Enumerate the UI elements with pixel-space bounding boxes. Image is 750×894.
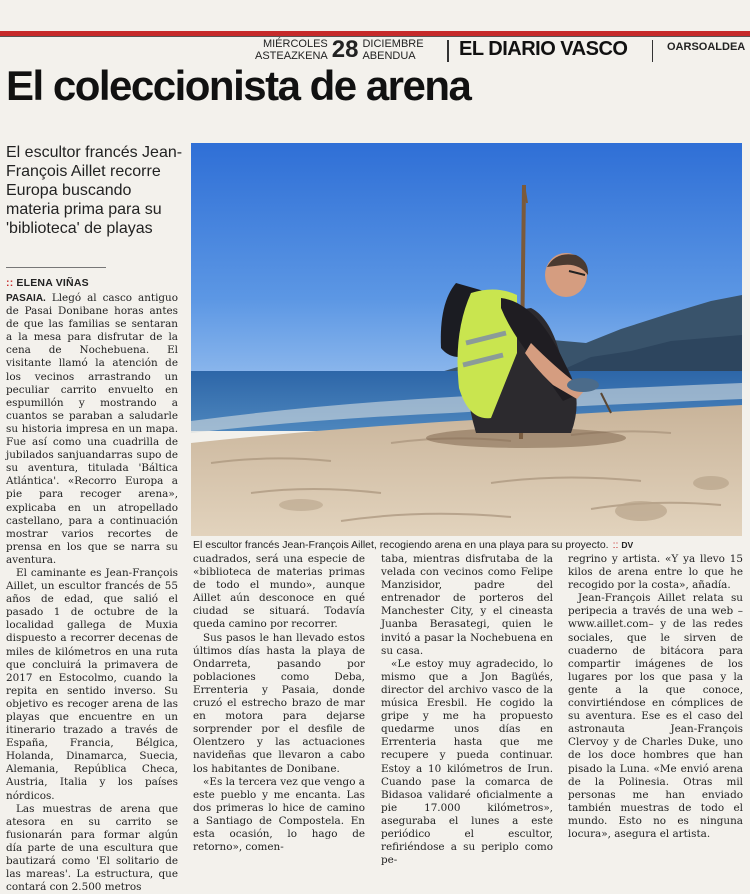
caption-text: El escultor francés Jean-François Aillet, recogiendo arena en una playa para su proyecto. bbox=[193, 539, 609, 551]
month-eu: ABENDUA bbox=[362, 50, 416, 62]
subtitle-rule bbox=[6, 267, 106, 268]
weekday-eu: ASTEAZKENA bbox=[255, 50, 328, 62]
photo-caption bbox=[193, 539, 745, 551]
article-column-4 bbox=[568, 553, 743, 840]
section-name: OARSOALDEA bbox=[667, 41, 746, 53]
paragraph-text: Llegó al casco antiguo de Pasai Donibane horas antes de que las familias se sentaran a la mesa para disfrutar de la cena de Nochebuena. El visitante llamó la atención de los vecinos arrastrando un peculiar carrito envuelto en espumillón y mostrando a cuantos se paraban a saludarle su historia impresa en un mapa. Fue así como una cuadrilla de jubilados sanjuandarras supo de su aventura, titulada 'Báltica Atlántica'. «Recorro Europa a pie para recoger arena», explicaba en un atropellado castellano, para a continuación mostrar varios recortes de prensa en los que se narra su aventura. bbox=[6, 292, 178, 566]
article-subtitle: El escultor francés Jean-François Aillet recorre Europa buscando materia prima para su 'biblioteca' de playas bbox=[6, 144, 183, 237]
article-column-3 bbox=[381, 553, 553, 867]
article-paragraph: regrino y artista. «Y ya llevo 15 kilos de arena entre lo que he recogido por la costa», añadía. bbox=[568, 553, 743, 592]
article-paragraph: Jean-François Aillet relata su peripecia a través de una web –www.aillet.com– y de las redes sociales, que le sirven de cuaderno de bitácora para compartir imágenes de los lugares por los que pasa y la gente a la que conoce, convirtiéndose en cómplices de su aventura. Ese es el caso del astronauta Jean-François Clervoy y de Charles Duke, uno de los doce hombres que han pisado la Luna. «Me envió arena de la Polinesia. Otras mil personas me han enviado también muestras de todo el mundo. Esto no es ninguna locura», asegura el artista. bbox=[568, 592, 743, 840]
article-paragraph: Las muestras de arena que atesora en su carrito se fusionarán para formar algún día parte de una escultura que bautizará como 'El solitario de las mareas'. La estructura, que contará con 2.500 metros bbox=[6, 802, 178, 894]
article-paragraph: cuadrados, será una especie de «biblioteca de materias primas de todo el mundo», aunque Aillet aún desconoce en qué ciudad se situará. Todavía queda camino por recorrer. bbox=[193, 553, 365, 631]
byline bbox=[6, 277, 89, 289]
weekday-es: MIÉRCOLES bbox=[262, 38, 328, 50]
byline-author: ELENA VIÑAS bbox=[16, 277, 89, 289]
article-paragraph: «Le estoy muy agradecido, lo mismo que a Jon Bagüés, director del archivo vasco de la música Eresbil. He cogido la gripe y me ha propuesto quedarme unos días en Errenteria hasta que me recupere y pueda continuar. Estoy a 10 kilómetros de Irun. Cuando pase la comarca de Bidasoa validaré oficialmente a pie 17.000 kilómetros», aseguraba el lunes a este periódico el escultor, refiriéndose a su periplo como pe- bbox=[381, 657, 553, 867]
article-paragraph: Sus pasos le han llevado estos últimos días hasta la playa de Ondarreta, pasando por poblaciones como Deba, Errenteria y Pasaia, donde cruzó el estrecho brazo de mar en motora para dejarse sorprender por el desfile de Olentzero y las actuaciones navideñas que llevaron a cabo los habitantes de Donibane. bbox=[193, 631, 365, 775]
article-paragraph bbox=[6, 292, 178, 567]
article-paragraph: «Es la tercera vez que vengo a este pueblo y me encanta. Las dos primeras lo hice de camino a Santiago de Compostela. En esta ocasión, lo hago de retorno», comen- bbox=[193, 775, 365, 854]
article-photo bbox=[191, 143, 742, 536]
dateline-place: PASAIA. bbox=[6, 293, 46, 304]
caption-marker: :: bbox=[612, 539, 619, 551]
article-paragraph: El caminante es Jean-François Aillet, un escultor francés de 55 años de edad, que salió el pasado 1 de octubre de la localidad gallega de Muxia dispuesto a recorrer decenas de miles de kilómetros en una ruta que concluirá la primavera de 2017 en Estocolmo, cuando la repita en sentido inverso. Su objetivo es recoger arena de las playas que encuentre en un itinerario trazado a través de España, Francia, Bélgica, Holanda, Dinamarca, Suecia, Alemania, República Checa, Austria, Italia y los países nórdicos. bbox=[6, 566, 178, 802]
article-headline: El coleccionista de arena bbox=[6, 62, 471, 109]
masthead-divider bbox=[652, 40, 653, 62]
caption-credit: DV bbox=[621, 540, 634, 550]
byline-marker: :: bbox=[6, 277, 14, 289]
beach-photo-illustration bbox=[191, 143, 742, 536]
month-es: DICIEMBRE bbox=[362, 38, 424, 50]
article-paragraph: taba, mientras disfrutaba de la velada con vecinos como Felipe Manzisidor, padre del entrenador de porteros del Manchester City, y el cineasta Juanba Berasategi, quien le invitó a pasar la Nochebuena en su casa. bbox=[381, 553, 553, 657]
article-column-2 bbox=[193, 553, 365, 854]
day-number: 28 bbox=[331, 36, 359, 63]
newspaper-name: EL DIARIO VASCO bbox=[459, 38, 628, 60]
article-column-1 bbox=[6, 292, 178, 894]
